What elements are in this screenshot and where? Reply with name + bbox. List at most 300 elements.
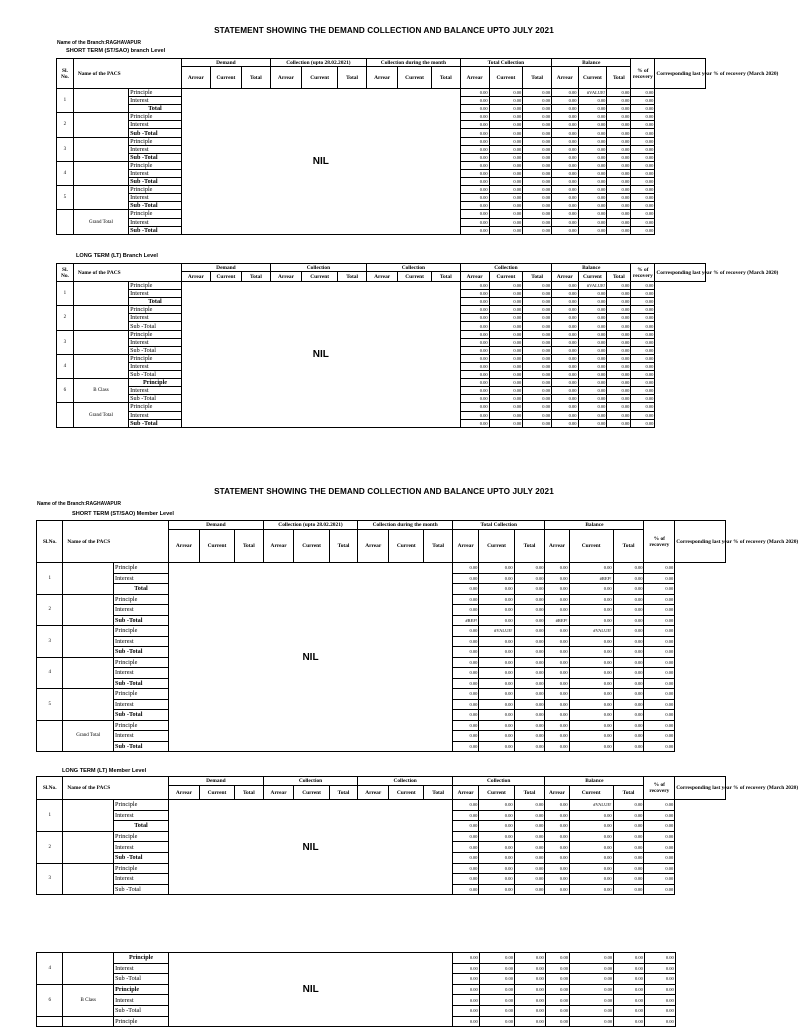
value-cell: 0.00 (578, 113, 607, 121)
row-label: Interest (114, 573, 169, 584)
value-cell: 0.00 (552, 330, 578, 338)
value-cell: 0.00 (514, 953, 545, 964)
value-cell: 0.00 (552, 218, 578, 226)
row-label: Interest (114, 963, 169, 974)
value-cell: 0.00 (523, 105, 552, 113)
value-cell: 0.00 (631, 419, 655, 427)
value-cell: 0.00 (569, 710, 613, 721)
collection-month-header: Collection during the month (367, 59, 461, 67)
value-cell: 0.00 (489, 322, 523, 330)
value-cell: 0.00 (569, 810, 613, 821)
value-cell: 0.00 (489, 330, 523, 338)
value-cell: 0.00 (452, 636, 478, 647)
value-cell: 0.00 (614, 953, 645, 964)
value-cell: 0.00 (514, 810, 545, 821)
value-cell: 0.00 (552, 194, 578, 202)
value-cell: 0.00 (452, 668, 478, 679)
total-header: Total (607, 67, 631, 89)
row-label: Sub -Total (129, 202, 182, 210)
current-header: Current (479, 786, 514, 800)
nil-label: NIL (181, 282, 460, 428)
row-label: Principle (114, 831, 169, 842)
row-label: Sub -Total (129, 346, 182, 354)
value-cell: 0.00 (607, 387, 631, 395)
value-cell: 0.00 (452, 863, 478, 874)
value-cell: 0.00 (489, 306, 523, 314)
value-cell: 0.00 (607, 89, 631, 97)
pacs-name (73, 330, 128, 354)
sl-number: 1 (37, 800, 63, 832)
value-cell: 0.00 (613, 884, 644, 895)
row-label: Principle (129, 113, 182, 121)
value-cell: 0.00 (578, 153, 607, 161)
sl-number (57, 403, 74, 427)
table-row (57, 89, 706, 97)
value-cell: 0.00 (631, 186, 655, 194)
pacs-name (63, 863, 114, 895)
value-cell: 0.00 (552, 210, 578, 218)
value-cell: 0.00 (631, 178, 655, 186)
value-cell: 0.00 (489, 202, 523, 210)
value-cell: 0.00 (479, 689, 514, 700)
value-cell: 0.00 (460, 186, 489, 194)
value-cell: 0.00 (613, 678, 644, 689)
current-header: Current (389, 530, 424, 563)
table-lt-member-cont (36, 952, 726, 1027)
value-cell: 0.00 (545, 800, 569, 811)
value-cell: 0.00 (523, 121, 552, 129)
value-cell: 0.00 (644, 852, 675, 863)
value-cell: 0.00 (514, 605, 545, 616)
row-label: Sub -Total (114, 710, 169, 721)
value-cell: 0.00 (578, 395, 607, 403)
value-cell: 0.00 (607, 105, 631, 113)
value-cell: 0.00 (460, 322, 489, 330)
value-cell: 0.00 (479, 953, 514, 964)
value-cell: 0.00 (569, 863, 613, 874)
value-cell: 0.00 (460, 379, 489, 387)
value-cell: 0.00 (607, 161, 631, 169)
value-cell: 0.00 (607, 153, 631, 161)
pacs-name (63, 1016, 114, 1027)
value-cell: 0.00 (545, 657, 569, 668)
arrear-header: Arrear (552, 67, 578, 89)
row-label: Sub -Total (129, 129, 182, 137)
value-cell: 0.00 (613, 668, 644, 679)
value-cell: 0.00 (631, 298, 655, 306)
value-cell: 0.00 (452, 884, 478, 895)
value-cell: 0.00 (569, 821, 613, 832)
value-cell: 0.00 (479, 852, 514, 863)
collection-month-header: Collection (367, 264, 461, 272)
value-cell: 0.00 (613, 710, 644, 721)
table-st-member (36, 520, 798, 752)
value-cell: 0.00 (569, 657, 613, 668)
pct-header: % of recovery (644, 777, 675, 800)
value-cell: 0.00 (452, 584, 478, 595)
sl-number: 1 (37, 563, 63, 595)
sl-number: 2 (37, 594, 63, 626)
value-cell: 0.00 (631, 282, 655, 290)
value-cell: 0.00 (460, 145, 489, 153)
value-cell: 0.00 (578, 210, 607, 218)
value-cell: 0.00 (569, 563, 613, 574)
value-cell: 0.00 (631, 387, 655, 395)
value-cell: 0.00 (460, 137, 489, 145)
row-label: Interest (129, 145, 182, 153)
value-cell: 0.00 (489, 362, 523, 370)
value-cell: 0.00 (523, 202, 552, 210)
value-cell: 0.00 (460, 346, 489, 354)
value-cell: 0.00 (545, 720, 569, 731)
row-label: Interest (114, 605, 169, 616)
value-cell: 0.00 (514, 699, 545, 710)
row-label: Principle (114, 594, 169, 605)
value-cell: 0.00 (489, 105, 523, 113)
value-cell: 0.00 (631, 161, 655, 169)
value-cell: 0.00 (452, 874, 478, 885)
value-cell: 0.00 (479, 668, 514, 679)
value-cell: 0.00 (578, 354, 607, 362)
value-cell: 0.00 (545, 984, 569, 995)
value-cell: 0.00 (644, 605, 675, 616)
arrear-header: Arrear (263, 530, 294, 563)
value-cell: 0.00 (607, 395, 631, 403)
value-cell: 0.00 (631, 346, 655, 354)
value-cell: 0.00 (489, 395, 523, 403)
value-cell: 0.00 (460, 314, 489, 322)
value-cell: 0.00 (545, 731, 569, 742)
value-cell: 0.00 (552, 178, 578, 186)
sl-number: 2 (57, 113, 74, 137)
value-cell: 0.00 (479, 605, 514, 616)
value-cell: 0.00 (523, 354, 552, 362)
value-cell: 0.00 (607, 362, 631, 370)
table-lt-member (36, 776, 798, 895)
row-label: Total (129, 105, 182, 113)
row-label: Sub -Total (129, 226, 182, 234)
value-cell: 0.00 (460, 218, 489, 226)
value-cell: 0.00 (613, 626, 644, 637)
value-cell: 0.00 (453, 953, 479, 964)
total-header: Total (235, 530, 264, 563)
value-cell: 0.00 (569, 615, 613, 626)
value-cell: 0.00 (644, 731, 675, 742)
section-title-lt-branch: LONG TERM (LT) Branch Level (76, 253, 158, 259)
sl-number: 5 (57, 186, 74, 210)
value-cell: 0.00 (452, 573, 478, 584)
value-cell: 0.00 (631, 137, 655, 145)
value-cell: 0.00 (523, 387, 552, 395)
value-cell: 0.00 (452, 678, 478, 689)
value-cell: 0.00 (569, 668, 613, 679)
value-cell: 0.00 (479, 657, 514, 668)
value-cell: 0.00 (545, 974, 569, 985)
value-cell: 0.00 (613, 605, 644, 616)
value-cell: 0.00 (578, 129, 607, 137)
current-header: Current (210, 272, 241, 282)
total-header: Total (242, 272, 271, 282)
value-cell: 0.00 (631, 202, 655, 210)
section-title-st-branch: SHORT TERM (ST/SAO) branch Level (66, 48, 166, 54)
value-cell: 0.00 (452, 605, 478, 616)
current-header: Current (398, 67, 432, 89)
pacs-name (63, 563, 114, 595)
sl-number: 4 (37, 657, 63, 689)
pacs-name: Grand Total (63, 720, 114, 752)
value-cell: 0.00 (514, 720, 545, 731)
row-label: Total (129, 298, 182, 306)
value-cell: 0.00 (578, 194, 607, 202)
value-cell: 0.00 (452, 647, 478, 658)
pacs-header: Name of the PACS (73, 59, 181, 89)
pacs-name: B Class (63, 984, 114, 1016)
row-label: Interest (129, 411, 182, 419)
value-cell: 0.00 (460, 338, 489, 346)
value-cell: 0.00 (631, 89, 655, 97)
total-collection-header: Collection (452, 777, 544, 786)
value-cell: 0.00 (523, 178, 552, 186)
section-title-lt-member: LONG TERM (LT) Member Level (62, 768, 147, 774)
value-cell: 0.00 (489, 387, 523, 395)
value-cell: 0.00 (523, 169, 552, 177)
row-label: Principle (129, 89, 182, 97)
current-header: Current (489, 67, 523, 89)
value-cell: 0.00 (578, 306, 607, 314)
total-header: Total (235, 786, 264, 800)
value-cell: 0.00 (644, 594, 675, 605)
value-cell: 0.00 (644, 657, 675, 668)
nil-label: NIL (169, 563, 453, 752)
value-cell: 0.00 (644, 842, 675, 853)
value-cell: 0.00 (552, 137, 578, 145)
current-header: Current (294, 530, 329, 563)
row-label: Principle (129, 379, 182, 387)
current-header: Current (578, 272, 607, 282)
value-cell: 0.00 (514, 594, 545, 605)
value-cell: 0.00 (644, 984, 675, 995)
value-cell: 0.00 (514, 584, 545, 595)
value-cell: 0.00 (489, 161, 523, 169)
value-cell: 0.00 (545, 741, 569, 752)
value-cell: 0.00 (545, 1005, 569, 1016)
value-cell: 0.00 (545, 647, 569, 658)
value-cell: 0.00 (489, 186, 523, 194)
row-label: Principle (129, 354, 182, 362)
row-label: Interest (129, 387, 182, 395)
value-cell: 0.00 (552, 129, 578, 137)
sl-number: 2 (57, 306, 74, 330)
value-cell: 0.00 (514, 884, 545, 895)
value-cell: 0.00 (614, 995, 645, 1006)
value-cell: 0.00 (552, 202, 578, 210)
value-cell: 0.00 (613, 699, 644, 710)
value-cell: 0.00 (460, 354, 489, 362)
value-cell: 0.00 (523, 379, 552, 387)
value-cell: 0.00 (569, 884, 613, 895)
value-cell: 0.00 (514, 863, 545, 874)
value-cell: 0.00 (479, 863, 514, 874)
row-label: Interest (129, 338, 182, 346)
row-label: Sub -Total (129, 322, 182, 330)
value-cell: 0.00 (523, 362, 552, 370)
total-header: Total (607, 272, 631, 282)
value-cell: 0.00 (514, 1005, 545, 1016)
row-label: Interest (129, 362, 182, 370)
total-collection-header: Total Collection (460, 59, 551, 67)
value-cell: 0.00 (631, 379, 655, 387)
current-header: Current (199, 786, 234, 800)
value-cell: 0.00 (552, 89, 578, 97)
value-cell: #VALUE! (578, 89, 607, 97)
value-cell: 0.00 (452, 657, 478, 668)
current-header: Current (389, 786, 424, 800)
value-cell: 0.00 (545, 963, 569, 974)
pacs-name (63, 626, 114, 658)
value-cell: 0.00 (569, 852, 613, 863)
value-cell: 0.00 (570, 963, 614, 974)
value-cell: 0.00 (514, 668, 545, 679)
row-label: Sub -Total (114, 741, 169, 752)
total-header: Total (338, 67, 367, 89)
nil-label: NIL (181, 89, 460, 235)
sl-number: 3 (57, 137, 74, 161)
row-label: Principle (129, 186, 182, 194)
value-cell: 0.00 (607, 403, 631, 411)
value-cell: 0.00 (552, 186, 578, 194)
row-label: Principle (114, 626, 169, 637)
value-cell: 0.00 (569, 842, 613, 853)
value-cell: 0.00 (578, 419, 607, 427)
pacs-name (73, 306, 128, 330)
value-cell: 0.00 (479, 842, 514, 853)
current-header: Current (569, 530, 613, 563)
corr-cell (655, 282, 706, 428)
value-cell: 0.00 (631, 354, 655, 362)
value-cell: 0.00 (552, 395, 578, 403)
value-cell: 0.00 (613, 636, 644, 647)
row-label: Interest (129, 194, 182, 202)
value-cell: 0.00 (570, 995, 614, 1006)
value-cell: 0.00 (523, 194, 552, 202)
value-cell: 0.00 (644, 699, 675, 710)
row-label: Sub -Total (129, 395, 182, 403)
section-title-st-member: SHORT TERM (ST/SAO) Member Level (72, 511, 174, 517)
value-cell: 0.00 (613, 720, 644, 731)
row-label: Interest (114, 668, 169, 679)
value-cell: 0.00 (552, 354, 578, 362)
value-cell: 0.00 (489, 97, 523, 105)
value-cell: 0.00 (489, 129, 523, 137)
value-cell: 0.00 (552, 322, 578, 330)
value-cell: 0.00 (644, 1016, 675, 1027)
value-cell: 0.00 (607, 202, 631, 210)
value-cell: 0.00 (460, 89, 489, 97)
value-cell: 0.00 (607, 97, 631, 105)
branch-name-1: Name of the Branch:RAGHAVAPUR (57, 40, 141, 46)
value-cell: 0.00 (452, 821, 478, 832)
row-label: Principle (114, 1016, 169, 1027)
value-cell: 0.00 (523, 419, 552, 427)
value-cell: 0.00 (614, 974, 645, 985)
value-cell: 0.00 (578, 105, 607, 113)
value-cell: 0.00 (489, 194, 523, 202)
value-cell: 0.00 (460, 282, 489, 290)
value-cell: 0.00 (631, 113, 655, 121)
value-cell: 0.00 (607, 282, 631, 290)
current-header: Current (578, 67, 607, 89)
arrear-header: Arrear (270, 67, 301, 89)
sl-number: 5 (37, 689, 63, 721)
value-cell: 0.00 (631, 129, 655, 137)
corr-header: Corresponding last year % of recovery (March 2020) (655, 59, 706, 89)
row-label: Principle (114, 863, 169, 874)
current-header: Current (398, 272, 432, 282)
value-cell: 0.00 (569, 605, 613, 616)
sl-number: 2 (37, 831, 63, 863)
value-cell: 0.00 (578, 314, 607, 322)
value-cell: 0.00 (452, 626, 478, 637)
value-cell: 0.00 (644, 810, 675, 821)
value-cell: 0.00 (545, 874, 569, 885)
value-cell: 0.00 (578, 298, 607, 306)
value-cell: 0.00 (607, 169, 631, 177)
row-label: Interest (114, 842, 169, 853)
pacs-name (73, 282, 128, 306)
value-cell: 0.00 (578, 379, 607, 387)
table-row (57, 282, 706, 290)
value-cell: 0.00 (523, 161, 552, 169)
value-cell: 0.00 (607, 379, 631, 387)
value-cell: 0.00 (460, 362, 489, 370)
arrear-header: Arrear (367, 67, 398, 89)
value-cell: 0.00 (523, 330, 552, 338)
row-label: Interest (114, 995, 169, 1006)
value-cell: 0.00 (460, 178, 489, 186)
value-cell: 0.00 (545, 710, 569, 721)
value-cell: 0.00 (613, 563, 644, 574)
value-cell: 0.00 (614, 1005, 645, 1016)
value-cell: 0.00 (545, 852, 569, 863)
value-cell: 0.00 (578, 178, 607, 186)
value-cell: 0.00 (644, 647, 675, 658)
value-cell: 0.00 (489, 371, 523, 379)
value-cell: 0.00 (545, 678, 569, 689)
value-cell: 0.00 (613, 647, 644, 658)
value-cell: 0.00 (570, 974, 614, 985)
arrear-header: Arrear (169, 786, 200, 800)
value-cell: 0.00 (523, 395, 552, 403)
value-cell: 0.00 (631, 371, 655, 379)
value-cell: 0.00 (489, 113, 523, 121)
current-header: Current (569, 786, 613, 800)
row-label: Total (114, 821, 169, 832)
value-cell: 0.00 (514, 573, 545, 584)
value-cell: 0.00 (523, 129, 552, 137)
row-label: Interest (129, 121, 182, 129)
total-header: Total (329, 530, 358, 563)
value-cell: 0.00 (631, 153, 655, 161)
value-cell: 0.00 (523, 306, 552, 314)
sl-number (37, 1016, 63, 1027)
value-cell: 0.00 (607, 186, 631, 194)
value-cell: 0.00 (479, 821, 514, 832)
value-cell: 0.00 (489, 314, 523, 322)
value-cell: 0.00 (489, 298, 523, 306)
value-cell: 0.00 (545, 821, 569, 832)
pacs-header: Name of the PACS (63, 777, 169, 800)
collection-month-header: Collection (358, 777, 453, 786)
